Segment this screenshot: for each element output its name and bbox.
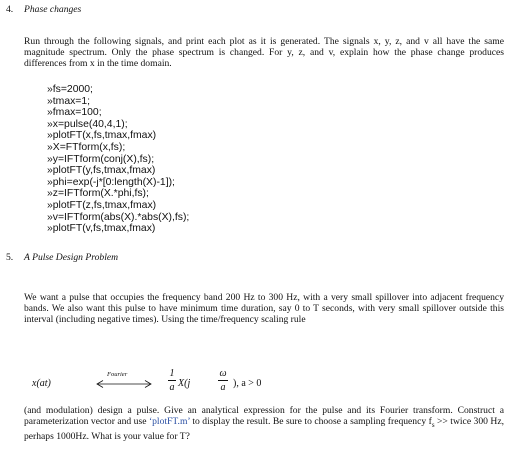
code-line: »tmax=1; — [47, 95, 91, 107]
code-line: »v=IFTform(abs(X).*abs(X),fs); — [47, 211, 190, 223]
q5-paragraph-1: We want a pulse that occupies the frequency band 200 Hz to 300 Hz, with a very small spillover into adjacent frequency bands. We also want this pulse to have minimum time duration, say 0 to T seconds, with very small spillover outside this interval (including negative times). Using the time/frequency scaling rule — [24, 292, 504, 326]
double-arrow-icon — [94, 374, 154, 394]
code-line: »fs=2000; — [47, 84, 93, 95]
formula-lhs: x(at) — [32, 378, 51, 389]
code-line: »plotFT(y,fs,tmax,fmax) — [47, 165, 156, 177]
fourier-label: Fourier — [107, 371, 128, 378]
fraction-one-over-a: 1 a — [169, 368, 175, 393]
code-line: »phi=exp(-j*[0:length(X)-1]); — [47, 176, 175, 188]
formula-middle: X(j — [178, 378, 191, 389]
q5-paragraph-2: (and modulation) design a pulse. Give an analytical expression for the pulse and its Fourier transform. Construct a parameterization vector and use ‘plotFT.m’ to display the result. Be sure to choose a sampling frequency $f_s$ >> twice 300 Hz, perhaps 1000Hz. What is your value for T? — [24, 405, 504, 443]
fraction-omega-over-a: ω a — [219, 368, 227, 393]
code-line: »fmax=100; — [47, 107, 102, 119]
code-line: »x=pulse(40,4,1); — [47, 118, 128, 130]
q5-number: 5. — [6, 252, 14, 263]
formula-tail: ), a > 0 — [233, 378, 262, 389]
q4-number: 4. — [6, 4, 14, 15]
plotft-file-link: ‘plotFT.m’ — [148, 416, 190, 428]
code-line: »plotFT(v,fs,tmax,fmax) — [47, 223, 156, 235]
code-line: »X=FTform(x,fs); — [47, 141, 126, 153]
code-line: »y=IFTform(conj(X),fs); — [47, 153, 155, 165]
q4-heading: Phase changes — [24, 4, 82, 15]
code-line: »z=IFTform(X.*phi,fs); — [47, 188, 149, 200]
code-line: »plotFT(x,fs,tmax,fmax) — [47, 130, 157, 142]
q4-code-block — [47, 84, 189, 235]
q4-paragraph: Run through the following signals, and print each plot as it is generated. The signals x, y, z, and v all have the same magnitude spectrum. Only the phase spectrum is changed. For y, z, and v, explain how the phase change produces differences from x in the time domain. — [24, 36, 504, 70]
q5-heading: A Pulse Design Problem — [24, 252, 119, 263]
code-line: »plotFT(z,fs,tmax,fmax) — [47, 199, 157, 211]
